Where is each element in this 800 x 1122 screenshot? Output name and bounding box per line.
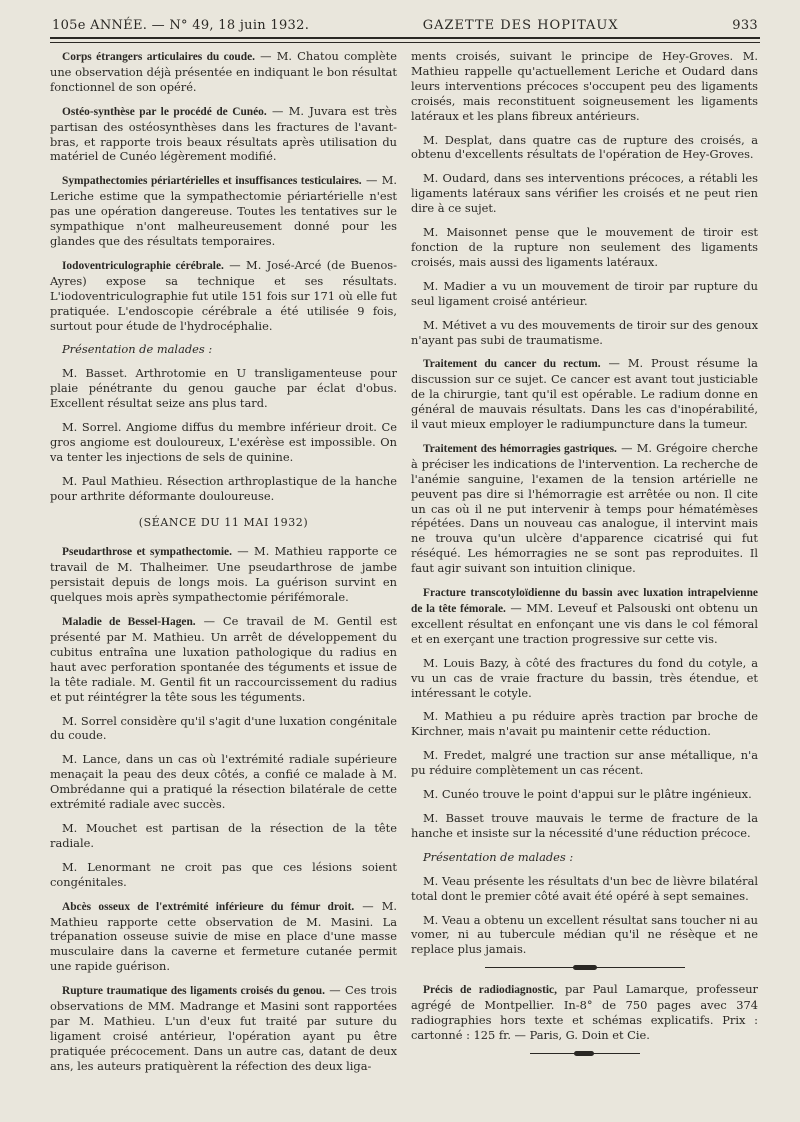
article-paragraph bbox=[50, 614, 397, 704]
article-text: — M. Juvara est très partisan des ostéosynthèses dans les fractures de l'avant-bras, et rapporte trois beaux résultats après utilisation du matériel de Cunéo légèrement modifié. bbox=[50, 103, 398, 164]
article-paragraph bbox=[50, 49, 397, 95]
article-text: — Ce travail de M. Gentil est présenté par M. Mathieu. Un arrêt de développement du cubitus entraîna une luxation pathologique du radius en haut avec perforation spontanée des téguments et issue de la tête radiale. M. Gentil fit un raccourcissement du radius et put réintégrer la tête sous les téguments. bbox=[50, 614, 397, 704]
section-divider bbox=[485, 967, 685, 968]
article-paragraph: M. Métivet a vu des mouvements de tiroir sur des genoux n'ayant pas subi de traumatisme. bbox=[411, 317, 758, 347]
article-paragraph: M. Sorrel considère qu'il s'agit d'une luxation congénitale du coude. bbox=[50, 713, 397, 743]
article-title: Ostéo-synthèse par le procédé de Cunéo. bbox=[62, 105, 267, 118]
article-text: — M. Chatou complète une observation déjà présentée en indiquant le bon résultat fonctionnel de son opéré. bbox=[50, 49, 397, 94]
end-divider bbox=[530, 1053, 640, 1054]
article-title: Rupture traumatique des ligaments croisés du genou. bbox=[62, 985, 325, 998]
article-paragraph: M. Mathieu a pu réduire après traction par broche de Kirchner, mais n'avait pu maintenir cette réduction. bbox=[411, 709, 758, 739]
article-paragraph: M. Cunéo trouve le point d'appui sur le plâtre ingénieux. bbox=[423, 787, 752, 802]
article-text: — M. Mathieu rapporte cette observation de M. Masini. La trépanation osseuse suivie de mise en place d'une masse musculaire dans la caverne et fermeture cutanée permit une rapide guérison. bbox=[50, 898, 397, 974]
book-title: Précis de radiodiagnostic, bbox=[423, 984, 557, 997]
page-number: 933 bbox=[732, 18, 758, 33]
article-text: — M. Leriche estime que la sympathectomie périartérielle n'est pas une opération dangereuse. Toutes les tentatives sur le sympathique n'ont malheureusement donné pour les glandes que des résultats temporaires. bbox=[50, 173, 397, 248]
section-subheading: Présentation de malades : bbox=[62, 342, 213, 357]
article-title: Pseudarthrose et sympathectomie. bbox=[62, 546, 232, 559]
article-paragraph: M. Louis Bazy, à côté des fractures du fond du cotyle, a vu un cas de vraie fracture du bassin, très étendue, et intéressant le cotyle. bbox=[411, 655, 758, 700]
article-paragraph: M. Desplat, dans quatre cas de rupture des croisés, a obtenu d'excellents résultats de l'opération de Hey-Groves. bbox=[411, 132, 758, 162]
body-columns bbox=[50, 49, 760, 1083]
article-paragraph: ments croisés, suivant le principe de Hey-Groves. M. Mathieu rappelle qu'actuellement Leriche et Oudard dans leurs interventions précoces s'occupent peu des ligaments croisés, mais reconstituent soigneusement les ligaments latéraux et les plans fibreux antérieurs. bbox=[411, 49, 758, 123]
article-title: Maladie de Bessel-Hagen. bbox=[62, 616, 196, 629]
article-paragraph: M. Paul Mathieu. Résection arthroplastique de la hanche pour arthrite déformante douloureuse. bbox=[50, 473, 397, 503]
header-rule bbox=[50, 37, 760, 43]
article-text: — M. Mathieu rapporte ce travail de M. Thalheimer. Une pseudarthrose de jambe persistait depuis de longs mois. La guérison survint en quelques mois après sympathectomie périfémorale. bbox=[50, 544, 397, 605]
article-paragraph bbox=[50, 258, 397, 334]
article-text: — M. Grégoire cherche à préciser les indications de l'intervention. La recherche de l'anémie sanguine, l'examen de la tension artérielle ne peuvent pas dire si l'hémorragie est arrêtée ou non. Il cite un cas où il ne put intervenir à temps pour hématémèses répétées. Dans un nouveau cas analogue, il intervint mais ne trouva qu'un ulcère d'apparence cicatrisé qui fut réséqué. Les hémorragies ne se sont pas reproduites. Il faut agir suivant son intuition clinique. bbox=[411, 440, 758, 576]
article-text: — M. Proust résume la discussion sur ce sujet. Ce cancer est avant tout justiciable de la chirurgie, tant qu'il est opérable. Le radium donne en général de mauvais résultats. Dans les cas d'inopérabilité, il vaut mieux employer le radiumpuncture dans la tumeur. bbox=[411, 356, 758, 432]
article-paragraph: M. Oudard, dans ses interventions précoces, a rétabli les ligaments latéraux sans vérifier les croisés et ne peut rien dire à ce sujet. bbox=[411, 171, 758, 216]
article-text: — MM. Leveuf et Palsouski ont obtenu un excellent résultat en enfonçant une vis dans le col fémoral et en exerçant une traction progressive sur cette vis. bbox=[411, 601, 758, 646]
article-paragraph bbox=[411, 356, 758, 432]
issue-info: 105e ANNÉE. — N° 49, 18 juin 1932. bbox=[52, 18, 310, 33]
article-paragraph: M. Lance, dans un cas où l'extrémité radiale supérieure menaçait la peau des deux côtés, a confié ce malade à M. Ombrédanne qui a pratiqué la résection bilatérale de cette extrémité radiale avec succès. bbox=[50, 752, 397, 812]
article-title: Fracture transcotyloïdienne du bassin avec luxation intrapelvienne de la tête fémorale. bbox=[411, 587, 758, 615]
article-title: Traitement des hémorragies gastriques. bbox=[423, 442, 617, 455]
section-subheading: Présentation de malades : bbox=[423, 849, 574, 864]
book-notice bbox=[411, 982, 758, 1043]
article-paragraph bbox=[50, 104, 397, 165]
article-title: Abcès osseux de l'extrémité inférieure du fémur droit. bbox=[62, 900, 355, 913]
article-paragraph bbox=[50, 983, 397, 1073]
article-paragraph: M. Fredet, malgré une traction sur anse métallique, n'a pu réduire complètement un cas récent. bbox=[411, 748, 758, 778]
article-paragraph: M. Basset. Arthrotomie en U transligamenteuse pour plaie pénétrante du genou gauche par éclat d'obus. Excellent résultat seize ans plus tard. bbox=[50, 366, 397, 411]
article-paragraph: M. Madier a vu un mouvement de tiroir par rupture du seul ligament croisé antérieur. bbox=[411, 278, 758, 308]
article-paragraph bbox=[411, 585, 758, 647]
book-details: par Paul Lamarque, professeur agrégé de Montpellier. In-8° de 750 pages avec 374 radiographies hors texte et schémas explicatifs. Prix : cartonné : 125 fr. — Paris, G. Doin et Cie. bbox=[411, 982, 758, 1042]
article-text: — M. José-Arcé (de Buenos-Ayres) expose sa technique et ses résultats. L'iodoventriculographie fut utile 151 fois sur 171 où elle fut pratiquée. L'endoscopie cérébrale a été utilisée 9 fois, surtout pour étude de l'hydrocéphalie. bbox=[50, 257, 397, 333]
article-title: Traitement du cancer du rectum. bbox=[423, 358, 601, 371]
article-paragraph: M. Maisonnet pense que le mouvement de tiroir est fonction de la rupture non seulement des ligaments croisés, mais aussi des ligaments latéraux. bbox=[411, 225, 758, 269]
article-title: Iodoventriculographie cérébrale. bbox=[62, 259, 224, 272]
right-column bbox=[411, 49, 758, 1083]
article-paragraph: M. Mouchet est partisan de la résection de la tête radiale. bbox=[50, 820, 397, 850]
article-text: — Ces trois observations de MM. Madrange et Masini sont rapportées par M. Mathieu. L'un d'eux fut traité par suture du ligament croisé antérieur, l'opération ayant pu être pratiquée précocement. Dans un autre cas, datant de deux ans, les auteurs pratiquèrent la réfection des deux liga- bbox=[50, 983, 397, 1073]
article-title: Sympathectomies périartérielles et insuffisances testiculaires. bbox=[62, 175, 362, 188]
article-title: Corps étrangers articulaires du coude. bbox=[62, 51, 255, 63]
running-header bbox=[50, 18, 760, 33]
journal-title: GAZETTE DES HOPITAUX bbox=[422, 18, 619, 33]
article-paragraph: M. Basset trouve mauvais le terme de fracture de la hanche et insiste sur la nécessité d'une réduction précoce. bbox=[411, 810, 758, 840]
article-paragraph: M. Sorrel. Angiome diffus du membre inférieur droit. Ce gros angiome est douloureux, L'exérèse est impossible. On va tenter les injections de sels de quinine. bbox=[50, 420, 397, 464]
article-paragraph: M. Veau a obtenu un excellent résultat sans toucher ni au vomer, ni au tubercule médian qu'il ne résèque et ne replace plus jamais. bbox=[411, 912, 758, 957]
article-paragraph: M. Lenormant ne croit pas que ces lésions soient congénitales. bbox=[50, 859, 397, 889]
article-paragraph bbox=[50, 173, 397, 249]
article-paragraph bbox=[50, 544, 397, 605]
session-date: (SÉANCE DU 11 MAI 1932) bbox=[138, 515, 309, 529]
article-paragraph bbox=[50, 899, 397, 975]
article-paragraph bbox=[411, 441, 758, 576]
article-paragraph: M. Veau présente les résultats d'un bec de lièvre bilatéral total dont le premier côté avait été opéré à sept semaines. bbox=[411, 873, 758, 903]
left-column bbox=[50, 49, 397, 1083]
